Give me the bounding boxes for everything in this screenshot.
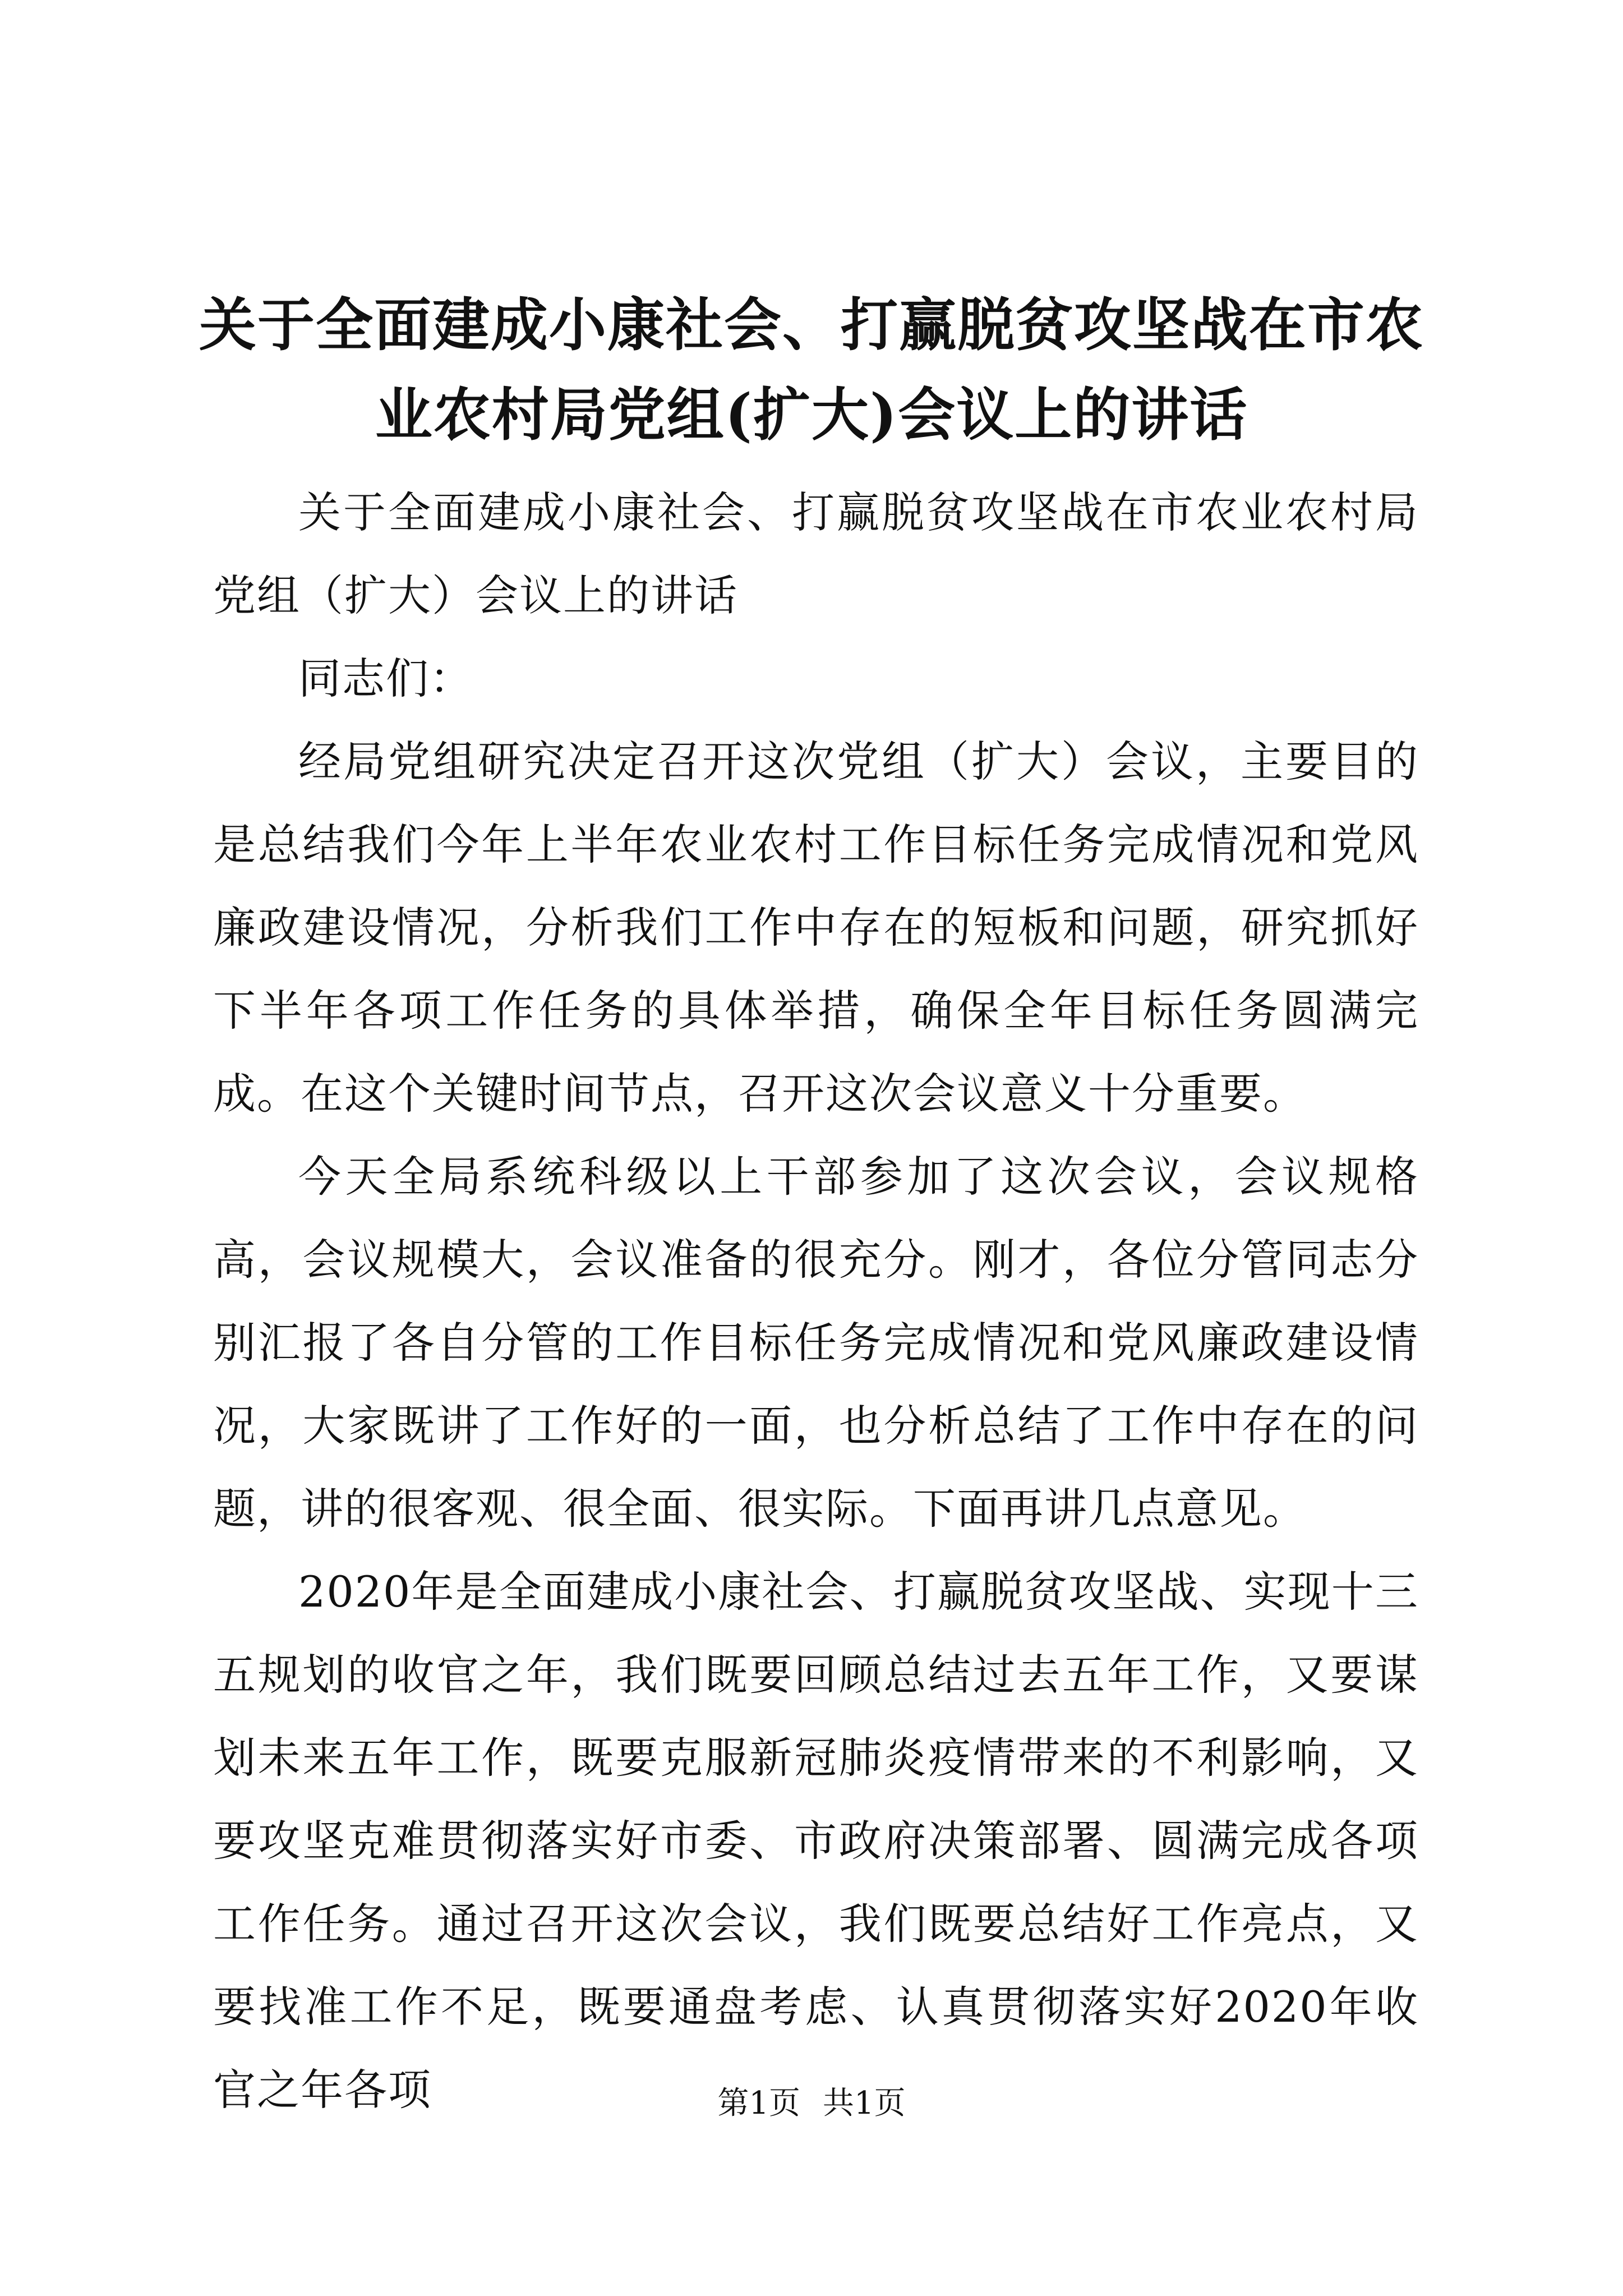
paragraph-2020: 2020年是全面建成小康社会、打赢脱贫攻坚战、实现十三五规划的收官之年，我们既要回顾总结过去五年工作，又要谋划未来五年工作，既要克服新冠肺炎疫情带来的不利影响，又要攻坚克难贯彻落实好市委、市政府决策部署、圆满完成各项工作任务。通过召开这次会议，我们既要总结好工作亮点，又要找准工作不足，既要通盘考虑、认真贯彻落实好2020年收官之年各项	[213, 1567, 1419, 2115]
paragraph-purpose: 经局党组研究决定召开这次党组（扩大）会议，主要目的是总结我们今年上半年农业农村工作目标任务完成情况和党风廉政建设情况，分析我们工作中存在的短板和问题，研究抓好下半年各项工作任务的具体举措，确保全年目标任务圆满完成。在这个关键时间节点，召开这次会议意义十分重要。	[213, 737, 1419, 1119]
paragraph-salutation: 同志们：	[298, 654, 473, 703]
page-footer	[0, 2081, 1623, 2126]
paragraph-subtitle: 关于全面建成小康社会、打赢脱贫攻坚战在市农业农村局党组（扩大）会议上的讲话	[213, 487, 1419, 620]
document-title: 关于全面建成小康社会、打赢脱贫攻坚战在市农业农村局党组(扩大)会议上的讲话	[199, 292, 1424, 449]
page-total: 共1页	[823, 2085, 906, 2122]
paragraph-attendance: 今天全局系统科级以上干部参加了这次会议，会议规格高，会议规模大，会议准备的很充分。刚才，各位分管同志分别汇报了各自分管的工作目标任务完成情况和党风廉政建设情况，大家既讲了工作好的一面，也分析总结了工作中存在的问题，讲的很客观、很全面、很实际。下面再讲几点意见。	[213, 1152, 1419, 1534]
document-body	[213, 471, 1419, 2132]
page-number: 第1页	[717, 2085, 800, 2122]
